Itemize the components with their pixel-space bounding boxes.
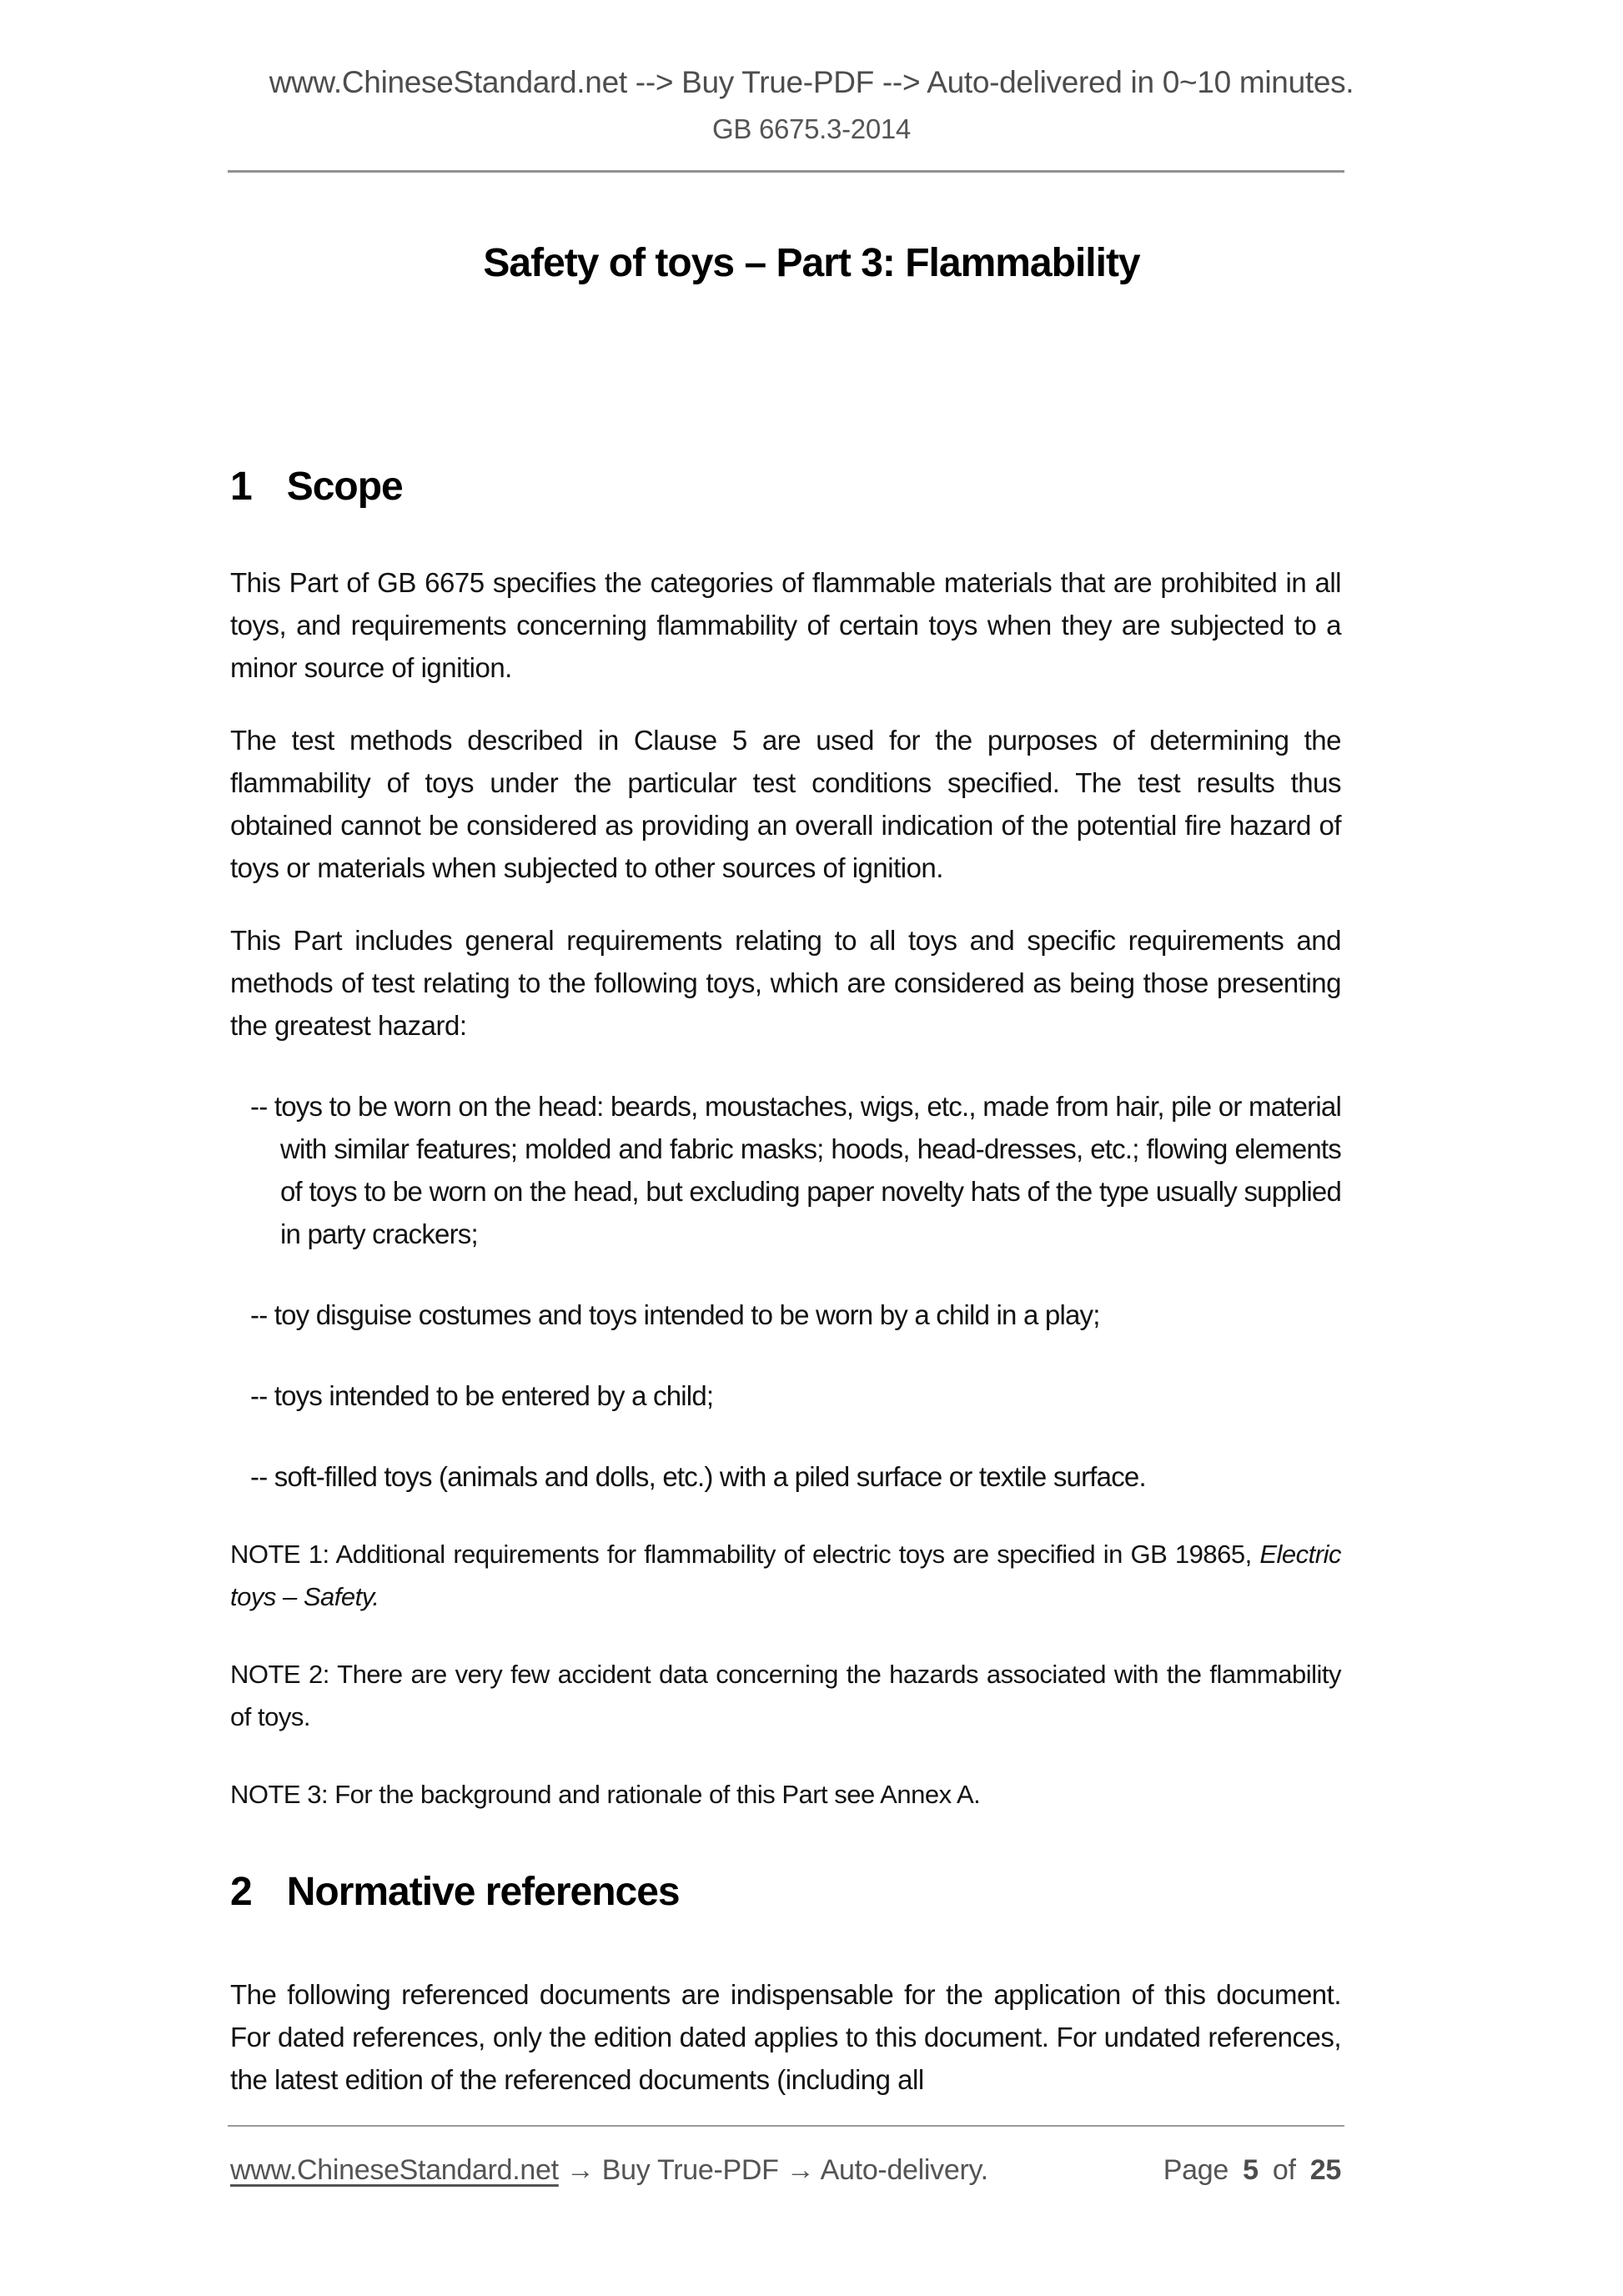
footer-of-label: of bbox=[1272, 2154, 1296, 2186]
document-title: Safety of toys – Part 3: Flammability bbox=[483, 241, 1140, 285]
footer-page-label: Page bbox=[1163, 2154, 1229, 2186]
section-heading-normative bbox=[230, 1869, 1341, 1915]
page-footer bbox=[230, 2154, 1341, 2187]
content-area bbox=[230, 464, 1341, 2101]
header-site-line: www.ChineseStandard.net --> Buy True-PDF --> Auto-delivered in 0~10 minutes. bbox=[269, 65, 1354, 99]
section-title: Normative references bbox=[286, 1870, 680, 1914]
footer-site-info bbox=[230, 2154, 988, 2187]
scope-paragraph-1: This Part of GB 6675 specifies the categories of flammable materials that are prohibited in all toys, and requirements concerning flammability of certain toys when they are subjected to a minor source of ignition. bbox=[230, 567, 1341, 683]
header-doc-number: GB 6675.3-2014 bbox=[712, 113, 911, 144]
bullet-item-soft-filled-toys: -- soft-filled toys (animals and dolls, etc.) with a piled surface or textile surface. bbox=[250, 1461, 1146, 1492]
section-number: 2 bbox=[230, 1870, 252, 1914]
footer-divider bbox=[228, 2125, 1344, 2127]
scope-paragraph-3: This Part includes general requirements relating to all toys and specific requirements and methods of test relating to the following toys, which are considered as being those presenting the greatest hazard: bbox=[230, 925, 1341, 1041]
note-3: NOTE 3: For the background and rationale of this Part see Annex A. bbox=[230, 1780, 981, 1809]
footer-site-link[interactable]: www.ChineseStandard.net bbox=[230, 2154, 559, 2186]
footer-delivery-text: → Buy True-PDF → Auto-delivery. bbox=[558, 2154, 988, 2186]
header-divider bbox=[228, 170, 1344, 173]
bullet-item-entered-by-child: -- toys intended to be entered by a child; bbox=[250, 1380, 714, 1411]
note-1 bbox=[230, 1533, 1341, 1618]
note-1-text: NOTE 1: Additional requirements for flammability of electric toys are specified in GB 19865, bbox=[230, 1540, 1260, 1569]
bullet-item-disguise-costumes: -- toy disguise costumes and toys intended to be worn by a child in a play; bbox=[250, 1299, 1100, 1330]
scope-paragraph-2: The test methods described in Clause 5 are used for the purposes of determining the flammability of toys under the particular test conditions specified. The test results thus obtained cannot be considered as providing an overall indication of the potential fire hazard of toys or materials when subjected to other sources of ignition. bbox=[230, 725, 1341, 883]
normative-paragraph-1: The following referenced documents are indispensable for the application of this document. For dated references, only the edition dated applies to this document. For undated references, the latest edition of the referenced documents (including all bbox=[230, 1979, 1341, 2095]
note-1-italic-reference: Electric toys – Safety. bbox=[230, 1540, 1341, 1611]
footer-page-total: 25 bbox=[1309, 2154, 1341, 2186]
section-number: 1 bbox=[230, 465, 252, 509]
section-title: Scope bbox=[286, 465, 403, 509]
section-heading-scope bbox=[230, 464, 1341, 510]
footer-page-current: 5 bbox=[1243, 2154, 1259, 2186]
footer-page-indicator bbox=[1163, 2154, 1341, 2187]
page-header bbox=[0, 65, 1623, 145]
note-2: NOTE 2: There are very few accident data concerning the hazards associated with the flammability of toys. bbox=[230, 1660, 1341, 1731]
bullet-item-head-toys: -- toys to be worn on the head: beards, moustaches, wigs, etc., made from hair, pile or material with similar features; molded and fabric masks; hoods, head-dresses, etc.; flowing elements of toys to be worn on the head, but excluding paper novelty hats of the type usually supplied in party crackers; bbox=[250, 1091, 1341, 1249]
